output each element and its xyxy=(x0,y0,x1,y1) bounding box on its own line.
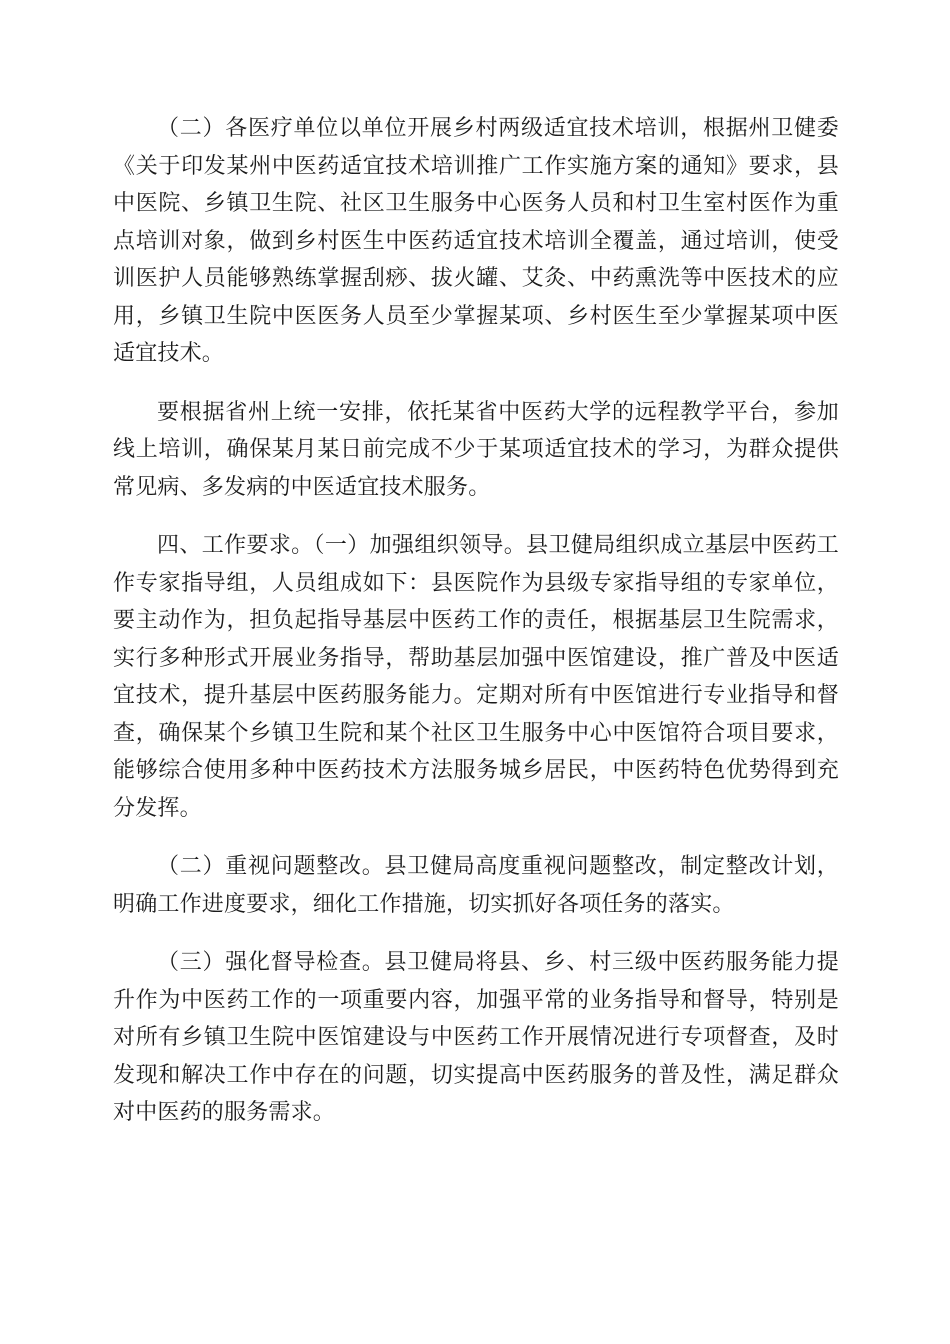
paragraph-training: （二）各医疗单位以单位开展乡村两级适宜技术培训，根据州卫健委《关于印发某州中医药适宜技术培训推广工作实施方案的通知》要求，县中医院、乡镇卫生院、社区卫生服务中心医务人员和村卫生室村医作为重点培训对象，做到乡村医生中医药适宜技术培训全覆盖，通过培训，使受训医护人员能够熟练掌握刮痧、拔火罐、艾灸、中药熏洗等中医技术的应用，乡镇卫生院中医医务人员至少掌握某项、乡村医生至少掌握某项中医适宜技术。 xyxy=(113,116,839,366)
paragraph-work-requirements: 四、工作要求。（一）加强组织领导。县卫健局组织成立基层中医药工作专家指导组，人员组成如下：县医院作为县级专家指导组的专家单位，要主动作为，担负起指导基层中医药工作的责任，根据基层卫生院需求，实行多种形式开展业务指导，帮助基层加强中医馆建设，推广普及中医适宜技术，提升基层中医药服务能力。定期对所有中医馆进行专业指导和督查，确保某个乡镇卫生院和某个社区卫生服务中心中医馆符合项目要求，能够综合使用多种中医药技术方法服务城乡居民，中医药特色优势得到充分发挥。 xyxy=(113,533,839,821)
paragraph-supervision: （三）强化督导检查。县卫健局将县、乡、村三级中医药服务能力提升作为中医药工作的一项重要内容，加强平常的业务指导和督导，特别是对所有乡镇卫生院中医馆建设与中医药工作开展情况进行专项督查，及时发现和解决工作中存在的问题，切实提高中医药服务的普及性，满足群众对中医药的服务需求。 xyxy=(113,950,839,1125)
paragraph-online-training: 要根据省州上统一安排，依托某省中医药大学的远程教学平台，参加线上培训，确保某月某日前完成不少于某项适宜技术的学习，为群众提供常见病、多发病的中医适宜技术服务。 xyxy=(113,399,839,500)
paragraph-rectification: （二）重视问题整改。县卫健局高度重视问题整改，制定整改计划，明确工作进度要求，细化工作措施，切实抓好各项任务的落实。 xyxy=(113,854,839,917)
document-page xyxy=(113,110,839,1153)
